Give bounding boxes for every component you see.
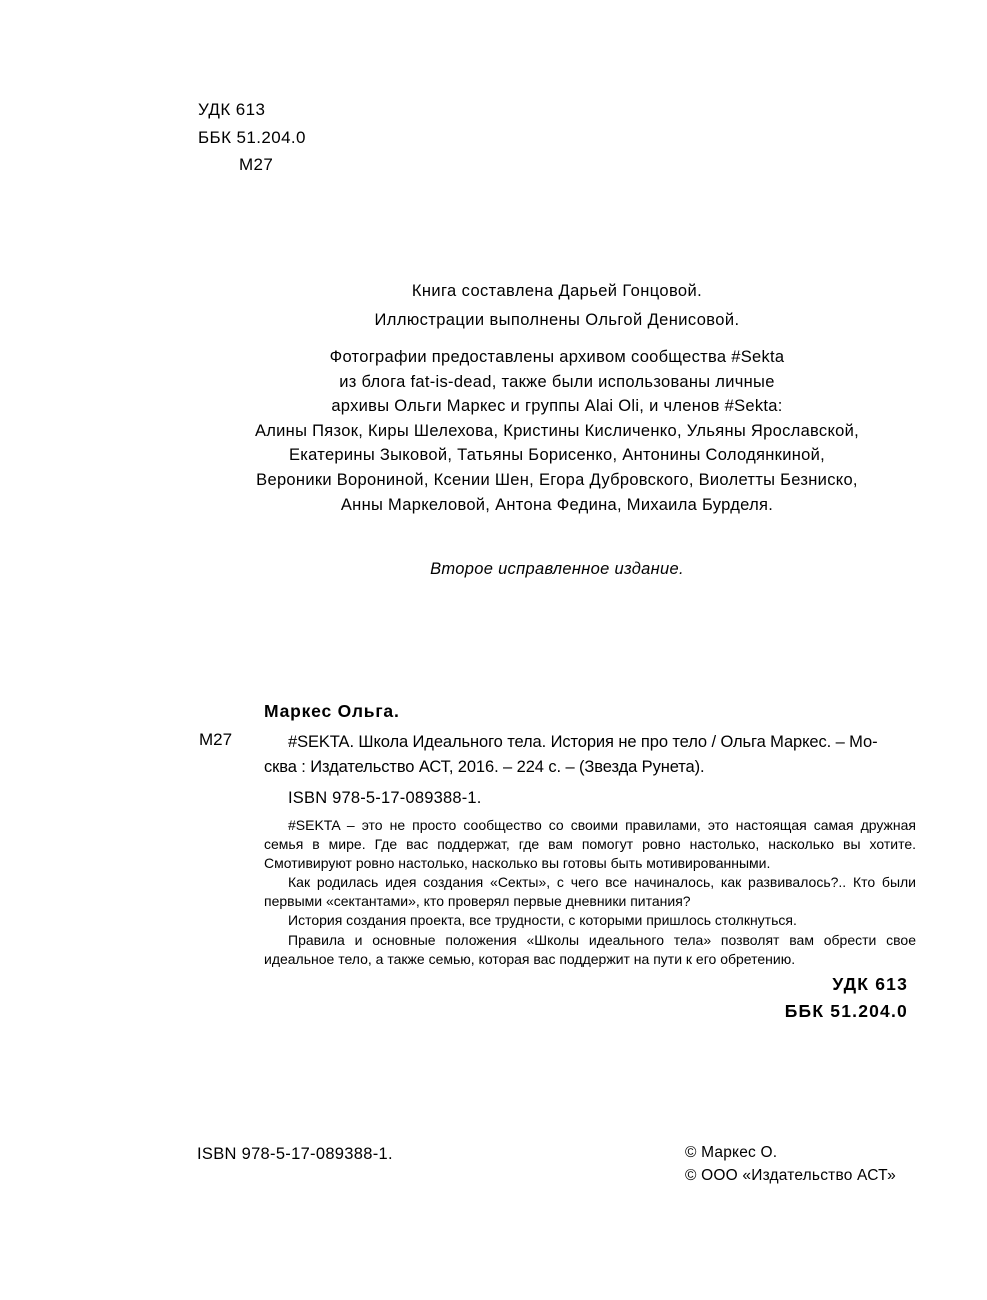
annotation-paragraph: Правила и основные положения «Школы идеального тела» позволят вам обрести свое идеальное тело, а также семью, которая вас поддержит на пути к его обретению.	[264, 931, 916, 967]
credits-block	[197, 277, 917, 334]
annotation-block	[264, 816, 916, 969]
photo-credits-line: Фотографии предоставлены архивом сообщества #Sekta	[329, 348, 785, 366]
photo-credits-line: Алины Пязок, Киры Шелехова, Кристины Кисличенко, Ульяны Ярославской,	[254, 421, 860, 440]
photo-credits-line: архивы Ольги Маркес и группы Alai Oli, и членов #Sekta:	[331, 397, 783, 416]
photo-credits-line: Вероники Ворониной, Ксении Шен, Егора Дубровского, Виолетты Безниско,	[256, 470, 858, 489]
credits-line: Книга составлена Дарьей Гонцовой.	[411, 282, 703, 300]
udc-code-bottom: УДК 613	[832, 974, 908, 994]
annotation-paragraph: История создания проекта, все трудности, с которыми пришлось столкнуться.	[288, 912, 797, 929]
author-heading: Маркес Ольга.	[264, 701, 400, 721]
photo-credits-line: из блога fat-is-dead, также были использованы личные	[339, 372, 775, 391]
bibliographic-description	[264, 730, 918, 779]
bbk-code-bottom: ББК 51.204.0	[784, 1001, 908, 1021]
annotation-paragraph: Как родилась идея создания «Секты», с чего все начиналось, как развивалось?.. Кто были первыми «сектантами», кто проверял первые дневники питания?	[264, 874, 916, 910]
photo-credits-line: Анны Маркеловой, Антона Федина, Михаила Бурделя.	[340, 495, 774, 514]
bib-line: #SEKTA. Школа Идеального тела. История не про тело / Ольга Маркес. – Мо-	[288, 733, 878, 751]
bbk-code-top: ББК 51.204.0	[198, 127, 306, 147]
photo-credits-block	[197, 345, 917, 517]
footer-isbn: ISBN 978-5-17-089388-1.	[197, 1145, 393, 1163]
udc-code-top: УДК 613	[198, 100, 266, 119]
author-sign-top: М27	[239, 155, 274, 174]
copyright-line: © Маркес О.	[685, 1144, 778, 1161]
top-classification-codes	[198, 96, 306, 179]
isbn-entry: ISBN 978-5-17-089388-1.	[288, 789, 482, 807]
bib-line: сква : Издательство АСТ, 2016. – 224 с. – (Звезда Рунета).	[264, 757, 705, 776]
annotation-paragraph: #SEKTA – это не просто сообщество со своими правилами, это настоящая самая дружная семья в мире. Где вас поддержат, где вам помогут ровно настолько, насколько вы хотите. Смотивируют ровно настолько, насколько вы готовы быть мотивированными.	[264, 817, 916, 872]
bottom-classification-codes	[197, 971, 908, 1025]
footer-copyright-block	[685, 1142, 896, 1187]
edition-note: Второе исправленное издание.	[430, 560, 684, 578]
credits-line: Иллюстрации выполнены Ольгой Денисовой.	[374, 310, 740, 329]
copyright-line: © ООО «Издательство АСТ»	[685, 1166, 896, 1184]
author-sign-entry: М27	[199, 730, 233, 749]
photo-credits-line: Екатерины Зыковой, Татьяны Борисенко, Антонины Солодянкиной,	[288, 446, 826, 465]
